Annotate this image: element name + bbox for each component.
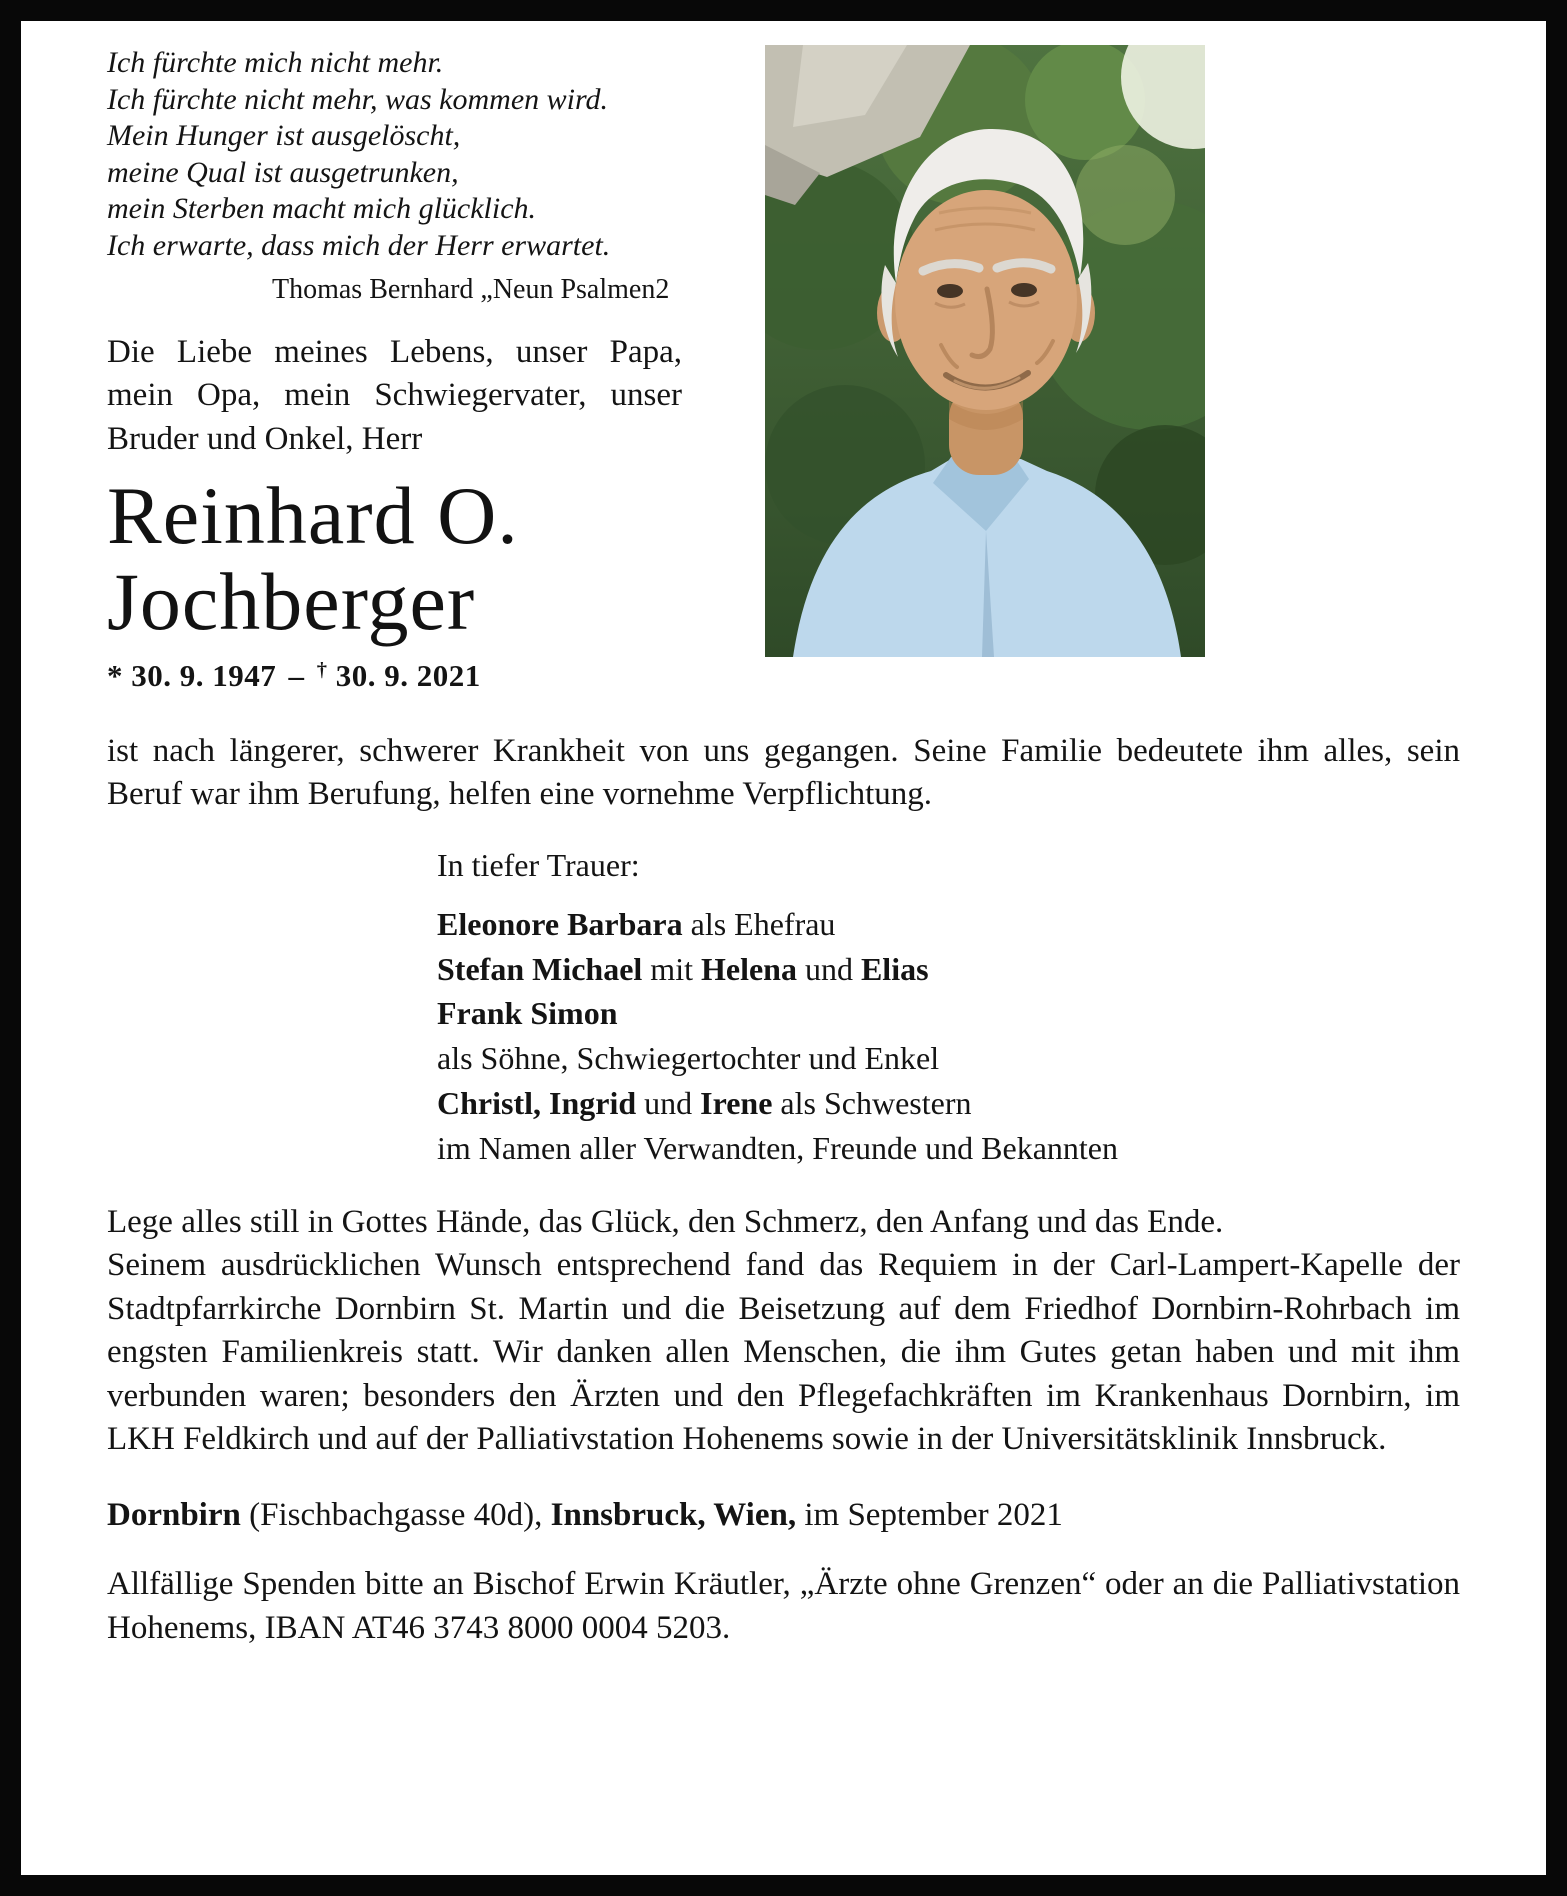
- death-date: 30. 9. 2021: [335, 657, 481, 693]
- emphasized-text: Eleonore Barbara: [437, 905, 683, 942]
- dates-separator: –: [288, 657, 305, 693]
- mourning-heading: In tiefer Trauer:: [437, 846, 640, 883]
- mourner-line: [437, 1126, 1460, 1171]
- plain-text: und: [796, 950, 861, 987]
- plain-text: (Fischbachgasse 40d),: [240, 1496, 551, 1533]
- obituary-paragraph: ist nach längerer, schwerer Krankheit von uns gegangen. Seine Familie bedeutete ihm alles, sein Beruf war ihm Berufung, helfen eine vornehme Verpflichtung.: [107, 732, 1460, 813]
- deceased-name-line1: Reinhard O.: [107, 470, 519, 562]
- emphasized-text: Innsbruck, Wien,: [550, 1496, 797, 1533]
- closing-section: [107, 1201, 1460, 1462]
- emphasized-text: Helena: [700, 950, 797, 987]
- portrait-photo: [765, 45, 1205, 657]
- mourning-section: [437, 843, 1460, 1171]
- plain-text: im Namen aller Verwandten, Freunde und Bekannten: [437, 1129, 1118, 1166]
- plain-text: im September 2021: [796, 1496, 1063, 1533]
- mourner-line: [437, 1036, 1460, 1081]
- life-dates: [107, 658, 682, 694]
- emphasized-text: Christl, Ingrid: [437, 1084, 637, 1121]
- plain-text: als Ehefrau: [682, 905, 836, 942]
- death-symbol: †: [316, 658, 328, 681]
- place-date-line: [107, 1494, 1460, 1538]
- mourner-line: [437, 991, 1460, 1036]
- obituary-content: [21, 21, 1546, 1670]
- mourner-line: [437, 902, 1460, 947]
- emphasized-text: Stefan Michael: [437, 950, 643, 987]
- plain-text: als Schwestern: [772, 1084, 972, 1121]
- plain-text: und: [636, 1084, 701, 1121]
- poem-line: mein Sterben macht mich glücklich.: [107, 192, 537, 226]
- mourner-line: [437, 1081, 1460, 1126]
- plain-text: mit: [642, 950, 701, 987]
- mourner-line: [437, 947, 1460, 992]
- poem-line: Ich erwarte, dass mich der Herr erwartet.: [107, 228, 611, 262]
- poem-line: Ich fürchte nicht mehr, was kommen wird.: [107, 82, 609, 116]
- deceased-name-line2: Jochberger: [107, 555, 476, 647]
- poem-line: meine Qual ist ausgetrunken,: [107, 155, 459, 189]
- intro-text: Die Liebe meines Lebens, unser Papa, mein Opa, mein Schwiegervater, unser Bruder und Onkel, Herr: [107, 333, 682, 457]
- emphasized-text: Elias: [860, 950, 929, 987]
- poem-line: Ich fürchte mich nicht mehr.: [107, 46, 444, 79]
- closing-paragraph: Lege alles still in Gottes Hände, das Glück, den Schmerz, den Anfang und das Ende.: [107, 1203, 1224, 1240]
- birth-date: 30. 9. 1947: [131, 657, 277, 693]
- portrait-photo-illustration: [765, 45, 1205, 657]
- plain-text: als Söhne, Schwiegertochter und Enkel: [437, 1040, 940, 1077]
- birth-symbol: *: [107, 657, 123, 693]
- poem-line: Mein Hunger ist ausgelöscht,: [107, 119, 461, 153]
- poem-attribution: Thomas Bernhard „Neun Psalmen2: [272, 273, 670, 305]
- top-section: [107, 45, 1460, 694]
- left-column: [107, 45, 682, 694]
- donation-note: Allfällige Spenden bitte an Bischof Erwin Kräutler, „Ärzte ohne Grenzen“ oder an die Palliativstation Hohenems, IBAN AT46 3743 8000 0004 5203.: [107, 1566, 1460, 1646]
- emphasized-text: Frank Simon: [437, 995, 618, 1032]
- emphasized-text: Dornbirn: [107, 1496, 241, 1533]
- deceased-name: [107, 470, 682, 647]
- closing-paragraph: Seinem ausdrücklichen Wunsch entsprechend fand das Requiem in der Carl-Lampert-Kapelle der Stadtpfarrkirche Dornbirn St. Martin und die Beisetzung auf dem Friedhof Dornbirn-Rohrbach im engsten Familienkreis statt. Wir danken allen Menschen, die ihm Gutes getan haben und mit ihm verbunden waren; besonders den Ärzten und den Pflegefachkräften im Krankenhaus Dornbirn, im LKH Feldkirch und auf der Palliativstation Hohenems sowie in der Universitätsklinik Innsbruck.: [107, 1247, 1460, 1458]
- emphasized-text: Irene: [700, 1084, 773, 1121]
- poem: [107, 45, 682, 307]
